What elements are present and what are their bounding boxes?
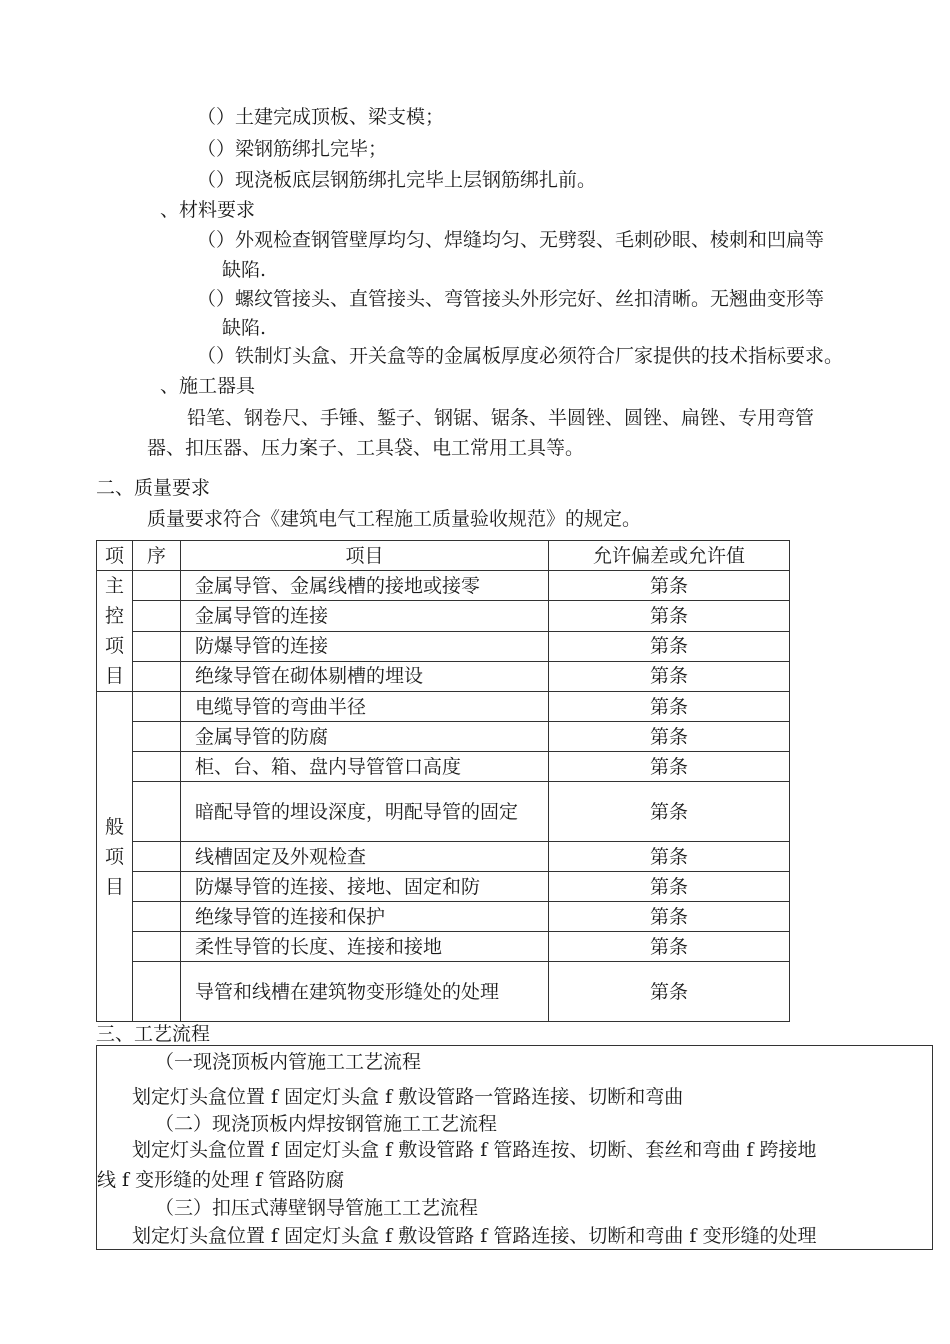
value-cell: 第条: [549, 631, 790, 661]
item-cell: 防爆导管的连接、接地、固定和防: [181, 872, 549, 902]
material-item-1: （）外观检查钢管壁厚均匀、焊缝均匀、无劈裂、毛刺砂眼、棱刺和凹扁等: [197, 229, 825, 251]
seq-cell: [133, 601, 181, 631]
header-seq: 序: [133, 541, 181, 571]
materials-heading: 、材料要求: [160, 199, 256, 221]
category-char: 般: [104, 815, 124, 838]
category-char: 目: [104, 875, 124, 898]
quality-heading: 二、质量要求: [96, 477, 211, 499]
value-cell: 第条: [549, 902, 790, 932]
process-section-2-title: （二）现浇顶板内焊按钢管施工工艺流程: [155, 1113, 498, 1135]
seq-cell: [133, 752, 181, 782]
quality-table: [96, 540, 790, 1022]
value-cell: 第条: [549, 661, 790, 691]
quality-intro: 质量要求符合《建筑电气工程施工质量验收规范》的规定。: [147, 508, 642, 530]
item-cell: 暗配导管的埋设深度，明配导管的固定: [181, 782, 549, 842]
process-heading: 三、工艺流程: [96, 1023, 211, 1045]
table-row: [97, 782, 790, 842]
seq-cell: [133, 661, 181, 691]
header-category: 项: [97, 541, 133, 571]
table-row: [97, 722, 790, 752]
table-row: [97, 661, 790, 691]
tools-text-line1: 铅笔、钢卷尺、手锤、錾子、钢锯、锯条、半圆锉、圆锉、扁锉、专用弯管: [187, 407, 815, 429]
value-cell: 第条: [549, 601, 790, 631]
item-cell: 金属导管的防腐: [181, 722, 549, 752]
item-cell: 防爆导管的连接: [181, 631, 549, 661]
process-section-3-title: （三）扣压式薄壁钢导管施工工艺流程: [155, 1197, 479, 1219]
value-cell: 第条: [549, 872, 790, 902]
timing-item-3: （）现浇板底层钢筋绑扎完毕上层钢筋绑扎前。: [197, 169, 597, 191]
seq-cell: [133, 842, 181, 872]
value-cell: 第条: [549, 932, 790, 962]
table-row: [97, 601, 790, 631]
value-cell: 第条: [549, 722, 790, 752]
header-item: 项目: [181, 541, 549, 571]
table-row: [97, 692, 790, 722]
table-row: [97, 571, 790, 601]
item-cell: 柜、台、箱、盘内导管管口高度: [181, 752, 549, 782]
seq-cell: [133, 631, 181, 661]
process-section-3-flow: 划定灯头盒位置 f 固定灯头盒 f 敷设管路 f 管路连接、切断和弯曲 f 变形缝的处理: [132, 1225, 817, 1247]
item-cell: 电缆导管的弯曲半径: [181, 692, 549, 722]
category-char: 控: [104, 605, 124, 627]
seq-cell: [133, 902, 181, 932]
seq-cell: [133, 932, 181, 962]
item-cell: 导管和线槽在建筑物变形缝处的处理: [181, 962, 549, 1022]
seq-cell: [133, 571, 181, 601]
process-box: [96, 1045, 933, 1250]
header-allowance: 允许偏差或允许值: [549, 541, 790, 571]
material-item-1-cont: 缺陷.: [222, 259, 267, 281]
main-control-category: [97, 571, 133, 692]
material-item-3: （）铁制灯头盒、开关盒等的金属板厚度必须符合厂家提供的技术指标要求。: [197, 345, 844, 367]
item-cell: 绝缘导管在砌体剔槽的埋设: [181, 661, 549, 691]
value-cell: 第条: [549, 962, 790, 1022]
seq-cell: [133, 962, 181, 1022]
process-section-1-title: （一现浇顶板内管施工工艺流程: [155, 1051, 422, 1073]
category-char: 项: [104, 845, 124, 868]
item-cell: 金属导管、金属线槽的接地或接零: [181, 571, 549, 601]
timing-item-1: （）土建完成顶板、梁支模；: [197, 106, 445, 128]
process-section-2-flow: 划定灯头盒位置 f 固定灯头盒 f 敷设管路 f 管路连按、切断、套丝和弯曲 f 跨接地: [132, 1139, 817, 1161]
item-cell: 绝缘导管的连接和保护: [181, 902, 549, 932]
tools-text-line2: 器、扣压器、压力案子、工具袋、电工常用工具等。: [147, 437, 585, 459]
tools-heading: 、施工器具: [160, 375, 256, 397]
value-cell: 第条: [549, 752, 790, 782]
seq-cell: [133, 872, 181, 902]
table-header-row: [97, 541, 790, 571]
seq-cell: [133, 692, 181, 722]
table-row: [97, 902, 790, 932]
general-category: [97, 692, 133, 1022]
material-item-2-cont: 缺陷.: [222, 317, 267, 339]
value-cell: 第条: [549, 571, 790, 601]
category-char: 主: [104, 575, 124, 597]
process-section-1-flow: 划定灯头盒位置 f 固定灯头盒 f 敷设管路一管路连接、切断和弯曲: [132, 1086, 684, 1108]
item-cell: 线槽固定及外观检查: [181, 842, 549, 872]
seq-cell: [133, 722, 181, 752]
category-char: 目: [104, 665, 124, 687]
item-cell: 金属导管的连接: [181, 601, 549, 631]
material-item-2: （）螺纹管接头、直管接头、弯管接头外形完好、丝扣清晰。无翘曲变形等: [197, 288, 825, 310]
value-cell: 第条: [549, 782, 790, 842]
table-row: [97, 631, 790, 661]
value-cell: 第条: [549, 692, 790, 722]
table-row: [97, 752, 790, 782]
table-row: [97, 962, 790, 1022]
table-row: [97, 842, 790, 872]
item-cell: 柔性导管的长度、连接和接地: [181, 932, 549, 962]
process-section-2-flow-cont: 线 f 变形缝的处理 f 管路防腐: [97, 1169, 345, 1191]
table-row: [97, 872, 790, 902]
value-cell: 第条: [549, 842, 790, 872]
category-char: 项: [104, 635, 124, 657]
timing-item-2: （）梁钢筋绑扎完毕；: [197, 138, 388, 160]
seq-cell: [133, 782, 181, 842]
table-row: [97, 932, 790, 962]
